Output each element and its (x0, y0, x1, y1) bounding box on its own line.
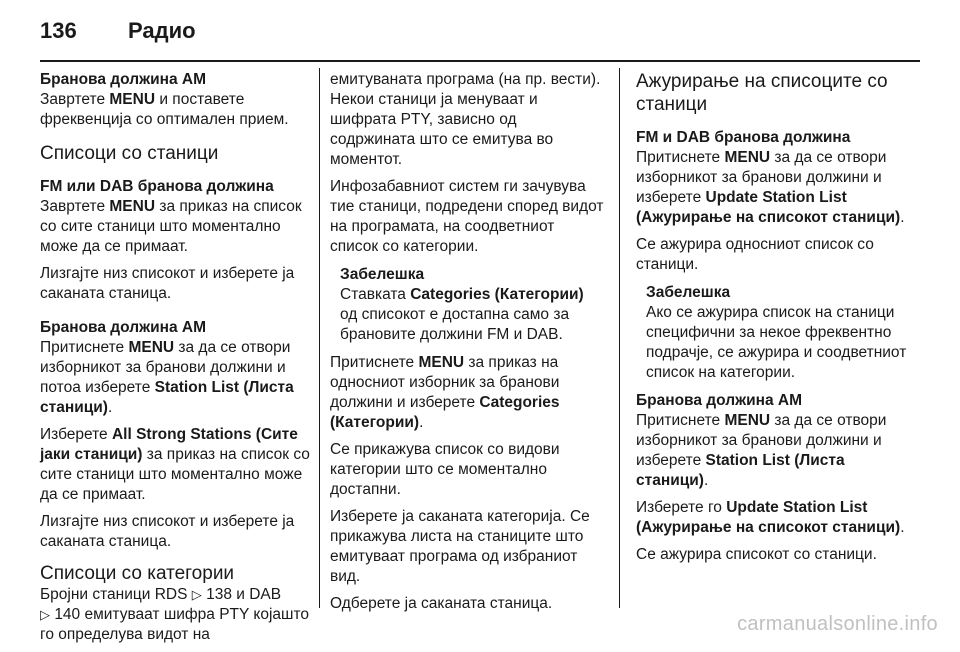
column-divider-2 (619, 68, 620, 608)
menu-key: MENU (109, 198, 156, 215)
paragraph (636, 498, 920, 538)
text: за приказ на список со сите станици што моментално може да се примаат. (40, 446, 310, 503)
paragraph (330, 353, 604, 433)
paragraph: Лизгајте низ списокот и изберете ја саканата станица. (40, 265, 295, 302)
column-1 (40, 70, 312, 652)
paragraph: Се ажурира списокот со станици. (636, 546, 877, 563)
subheading-fm-dab: FM и DAB бранова должина (636, 129, 851, 146)
column-2 (330, 70, 604, 621)
text: Изберете го (636, 499, 727, 516)
menu-option: Categories (Категории) (330, 394, 560, 431)
text: . (900, 209, 905, 226)
column-3 (636, 70, 920, 572)
heading-categories: Списоци со категории (40, 563, 235, 584)
paragraph (40, 338, 312, 418)
note-title: Забелешка (340, 266, 425, 283)
menu-option: Update Station List (Ажурирање на списокот станици) (636, 499, 901, 536)
menu-option: Categories (Категории) (410, 286, 584, 303)
text: за приказ на список со сите станици што моментално може да се примаат. (40, 198, 302, 255)
text: за да се отвори изборникот за бранови должини и потоа изберете (40, 339, 291, 396)
text: . (419, 414, 424, 431)
text: . (107, 399, 113, 416)
page-reference: 138 (206, 586, 232, 603)
paragraph: Се ажурира односниот список со станици. (636, 236, 874, 273)
paragraph (40, 425, 312, 505)
text: Притиснете (330, 354, 419, 371)
subheading-am: Бранова должина AM (40, 319, 206, 336)
text: Бројни станици RDS (40, 586, 192, 603)
watermark: carmanualsonline.info (737, 613, 938, 635)
text: од списокот е достапна само за брановите должини FM и DAB. (340, 306, 570, 343)
menu-option: Station List (Листа станици) (636, 452, 845, 489)
note-title: Забелешка (646, 284, 731, 301)
text: за приказ на односниот изборник за бранови должини и изберете (330, 354, 560, 411)
paragraph: Инфозабавниот систем ги зачувува тие станици, подредени според видот на програмата, на соодветниот список со категории. (330, 178, 604, 255)
text: Завртете (40, 198, 110, 215)
subheading-fm-dab: FM или DAB бранова должина (40, 178, 274, 195)
menu-key: MENU (724, 149, 771, 166)
text: Завртете (40, 91, 110, 108)
menu-option: All Strong Stations (Сите јаки станици) (40, 426, 298, 463)
menu-key: MENU (724, 412, 771, 429)
heading-update-lists: Ажурирање на списоците со станици (636, 71, 888, 115)
note-box (646, 283, 920, 383)
page-number: 136 (40, 18, 77, 43)
paragraph (40, 197, 312, 257)
menu-key: MENU (109, 91, 156, 108)
reference-arrow-icon: ▷ (40, 607, 50, 622)
reference-arrow-icon: ▷ (191, 587, 202, 602)
paragraph (40, 90, 312, 130)
paragraph: Се прикажува список со видови категории што се моментално достапни. (330, 441, 560, 498)
text: Изберете (40, 426, 112, 443)
text: Притиснете (40, 339, 129, 356)
paragraph: емитуваната програма (на пр. вести). Некои станици ја менуваат и шифрата PTY, зависно од содржината што се емитува во моментот. (330, 71, 601, 168)
text: и DAB (231, 586, 282, 603)
column-divider-1 (319, 68, 320, 608)
subheading-am: Бранова должина AM (40, 71, 206, 88)
text: за да се отвори изборникот за бранови должини и изберете (636, 412, 887, 469)
text: . (703, 472, 709, 489)
heading-station-lists: Списоци со станици (40, 143, 219, 164)
note-box (340, 265, 604, 345)
paragraph (40, 585, 312, 645)
paragraph: Изберете ја саканата категорија. Се прикажува листа на станиците што емитуваат програма од избраниот вид. (330, 508, 590, 585)
page-reference: 140 (54, 606, 81, 623)
header-rule (40, 60, 920, 62)
paragraph (636, 148, 920, 228)
menu-key: MENU (418, 354, 465, 371)
text: . (900, 519, 905, 536)
paragraph: Лизгајте низ списокот и изберете ја саканата станица. (40, 513, 295, 550)
text: Ставката (340, 286, 411, 303)
paragraph (636, 411, 920, 491)
subheading-am: Бранова должина AM (636, 392, 802, 409)
text: емитуваат шифра PTY којашто го определува видот на (40, 606, 310, 643)
menu-key: MENU (128, 339, 175, 356)
section-title: Радио (128, 18, 196, 43)
text: Ако се ажурира список на станици специфични за некое фреквентно подрачје, се ажурира и соодветниот список на категории. (646, 304, 907, 381)
text: и поставете фреквенција со оптимален прием. (40, 91, 289, 128)
text: Притиснете (636, 149, 725, 166)
menu-option: Station List (Листа станици) (40, 379, 294, 416)
text: за да се отвори изборникот за бранови должини и изберете (636, 149, 887, 206)
paragraph: Одберете ја саканата станица. (330, 595, 553, 612)
menu-option: Update Station List (Ажурирање на списокот станици) (636, 189, 901, 226)
text: Притиснете (636, 412, 725, 429)
